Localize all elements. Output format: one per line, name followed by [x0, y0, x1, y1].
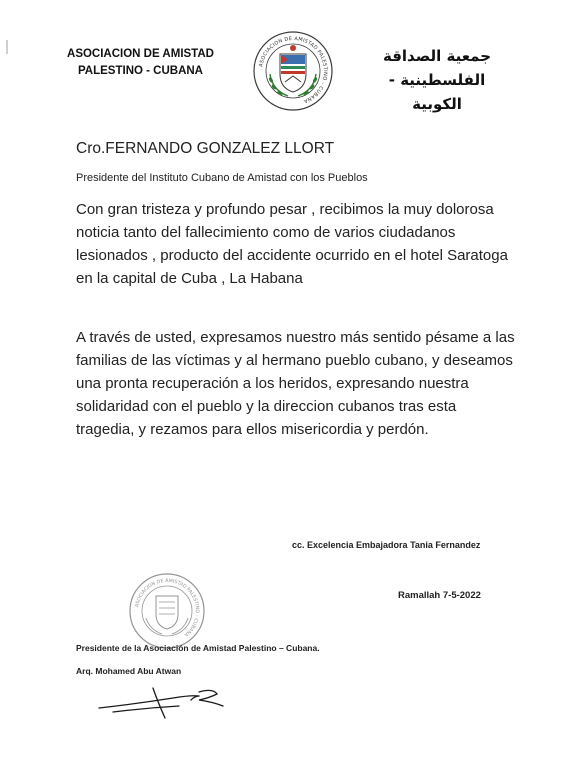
place-and-date: Ramallah 7-5-2022 [398, 590, 481, 601]
letter-paragraph-2: A través de usted, expresamos nuestro más sentido pésame a las familias de las víctimas y al hermano pueblo cubano, y deseamos una pronta recuperación a los heridos, expresando nuestra solidaridad con el pueblo y la direccion cubanos tras esta tragedia, y rezamos para ellos misericordia y perdón. [76, 329, 515, 438]
org-name-spanish [58, 46, 223, 80]
stamp-ring-text: ASOCIACION DE AMISTAD PALESTINO - CUBANA [135, 578, 200, 637]
handwritten-signature [95, 682, 235, 722]
recipient-title: Presidente del Instituto Cubano de Amistad con los Pueblos [76, 172, 368, 184]
org-name-spanish-line2: PALESTINO - CUBANA [77, 65, 203, 77]
org-name-arabic-line2: الفلسطينية - الكوبية [388, 71, 486, 113]
recipient-name: Cro.FERNANDO GONZALEZ LLORT [76, 140, 335, 157]
org-name-spanish-line1: ASOCIACION DE AMISTAD [67, 48, 214, 60]
signer-title: Presidente de la Asociación de Amistad Palestino – Cubana. [76, 643, 320, 653]
signer-name: Arq. Mohamed Abu Atwan [76, 666, 182, 676]
letter-paragraph-1: Con gran tristeza y profundo pesar , recibimos la muy dolorosa noticia tanto del fallecimiento como de varios ciudadanos lesionados , producto del accidente ocurrido en el hotel Saratoga en la capital de Cuba , La Habana [76, 201, 508, 287]
emblem-ring-text: ASOCIACION DE AMISTAD PALESTINO - CUBANA [258, 35, 329, 104]
scan-mark [6, 40, 8, 54]
org-name-arabic [362, 44, 512, 116]
cc-line: cc. Excelencia Embajadora Tania Fernandez [292, 540, 481, 550]
association-emblem [252, 30, 334, 112]
org-name-arabic-line1: جمعية الصداقة [382, 47, 492, 65]
association-stamp [128, 572, 206, 650]
